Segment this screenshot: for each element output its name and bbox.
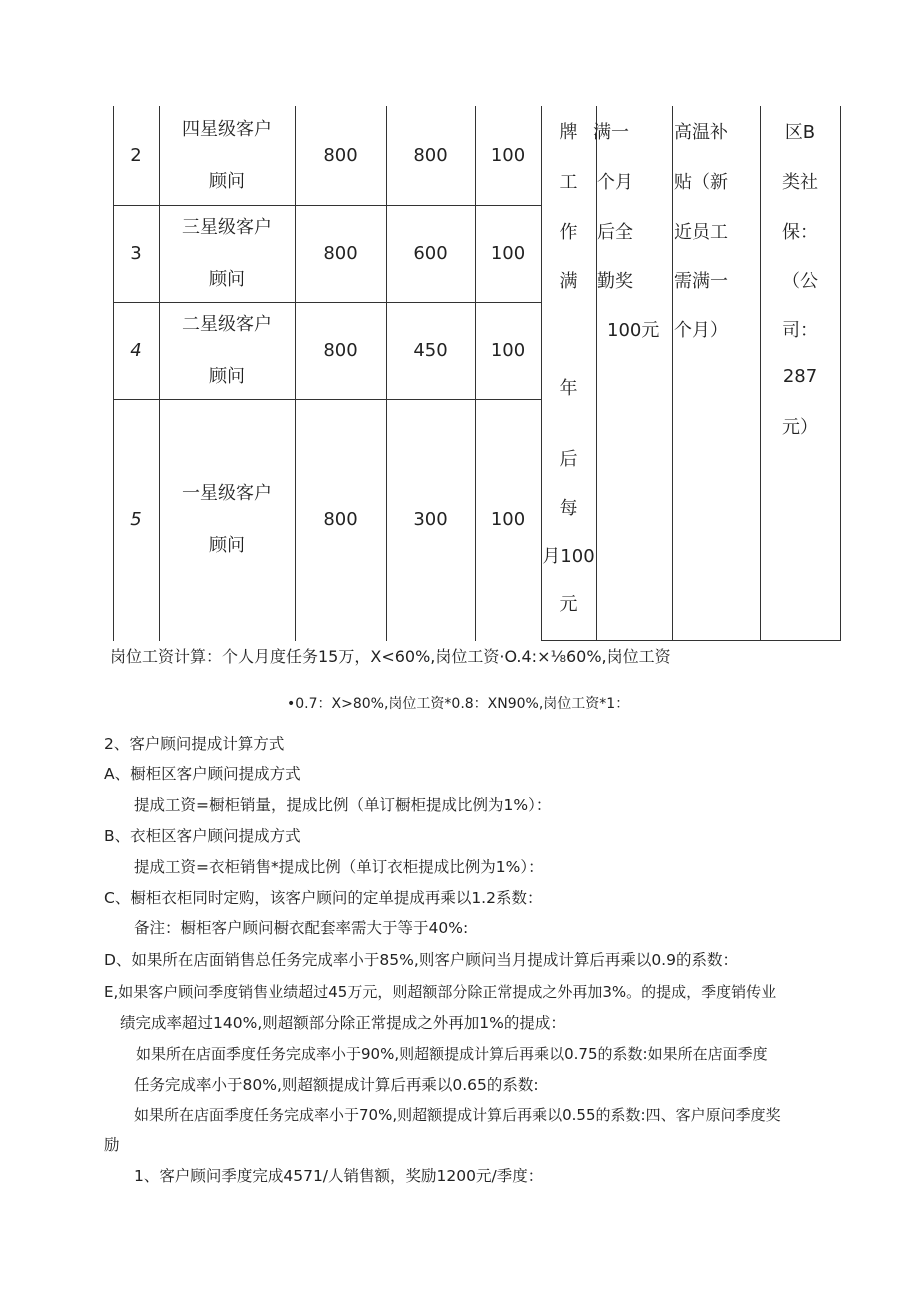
- social-line: 元）: [782, 417, 818, 438]
- item-a-body: 提成工资=橱柜销量，提成比例（单订橱柜提成比例为1%）：: [134, 796, 552, 814]
- heat-line: 近员工: [674, 222, 728, 243]
- item-h: 1、客户顾问季度完成4571/人销售额，奖励1200元/季度：: [134, 1167, 544, 1185]
- attendance-line: 满一: [593, 122, 629, 143]
- item-e-line1: E,如果客户顾问季度销售业绩超过45万元，则超额部分除正常提成之外再加3%。的提成，季度销传业: [104, 983, 777, 1001]
- row-number: 3: [130, 242, 142, 264]
- position-salary: 600: [413, 242, 448, 264]
- row-title-line2: 顾问: [209, 535, 245, 556]
- row-title-line1: 三星级客户: [182, 216, 272, 238]
- item-e-line2: 绩完成率超过140%,则超额部分除正常提成之外再加1%的提成：: [120, 1014, 566, 1032]
- heat-line: 贴（新: [674, 172, 728, 193]
- attendance-line: 后全: [597, 222, 633, 243]
- base-salary: 800: [323, 144, 358, 166]
- row-title-line1: 四星级客户: [182, 118, 272, 140]
- row-number: 2: [130, 144, 142, 166]
- seniority-char: 满: [559, 271, 578, 292]
- social-line: 类社: [782, 172, 818, 193]
- row-title: [159, 399, 295, 641]
- row-title-line2: 顾问: [209, 268, 245, 290]
- social-line: 287: [782, 366, 818, 387]
- salary-calc-line2: •0.7：X>80%,岗位工资*0.8：XN90%,岗位工资*1：: [287, 696, 630, 712]
- row-title-line2: 顾问: [209, 170, 245, 192]
- seniority-char: 后: [559, 449, 578, 470]
- allowance: 100: [490, 242, 526, 264]
- heat-line: 需满一: [674, 271, 728, 292]
- row-title: [159, 205, 295, 302]
- row-number: 5: [130, 509, 142, 530]
- social-line: 保：: [782, 222, 818, 243]
- row-title-line1: 二星级客户: [182, 313, 272, 335]
- heat-line: 个月）: [674, 320, 728, 341]
- seniority-char: 元: [559, 594, 578, 615]
- allowance: 100: [490, 509, 526, 530]
- salary-table: [113, 106, 840, 641]
- heat-line: 高温补: [674, 122, 728, 143]
- seniority-char: 作: [559, 222, 578, 243]
- row-number: 4: [130, 339, 142, 361]
- position-salary: 300: [413, 509, 448, 530]
- section-2-heading: 2、客户顾问提成计算方式: [104, 735, 285, 753]
- attendance-line: 100元: [607, 320, 660, 341]
- item-f-line1: 如果所在店面季度任务完成率小于90%,则超额提成计算后再乘以0.75的系数:如果所在店面季度: [136, 1045, 768, 1063]
- item-a-title: A、橱柜区客户顾问提成方式: [104, 765, 301, 783]
- seniority-char: 每: [559, 498, 578, 519]
- item-c-note: 备注：橱柜客户顾问橱衣配套率需大于等于40%:: [134, 919, 469, 937]
- salary-calc-line1: 岗位工资计算：个人月度任务15万，X<60%,岗位工资·O.4:×⅛60%,岗位工资: [110, 647, 671, 666]
- allowance: 100: [490, 144, 526, 166]
- allowance: 100: [490, 339, 526, 361]
- attendance-line: 勤奖: [597, 271, 633, 292]
- item-g-line2: 励: [104, 1136, 120, 1154]
- item-c-title: C、橱柜衣柜同时定购，该客户顾问的定单提成再乘以1.2系数：: [104, 889, 543, 907]
- item-f-line2: 任务完成率小于80%,则超额提成计算后再乘以0.65的系数:: [134, 1076, 539, 1094]
- seniority-char: 年: [559, 378, 578, 399]
- item-b-body: 提成工资=衣柜销售*提成比例（单订衣柜提成比例为1%）：: [134, 858, 544, 876]
- attendance-line: 个月: [597, 172, 633, 193]
- item-b-title: B、衣柜区客户顾问提成方式: [104, 827, 301, 845]
- seniority-char: 牌: [559, 122, 578, 143]
- row-title: [159, 302, 295, 399]
- social-line: 司：: [782, 320, 818, 341]
- base-salary: 800: [323, 242, 358, 264]
- row-title-line1: 一星级客户: [182, 483, 272, 504]
- social-line: （公: [782, 271, 818, 292]
- row-title-line2: 顾问: [209, 365, 245, 387]
- item-g-line1: 如果所在店面季度任务完成率小于70%,则超额提成计算后再乘以0.55的系数:四、客户原问季度奖: [134, 1106, 781, 1124]
- seniority-char: 工: [559, 172, 578, 193]
- seniority-char: 月100: [542, 546, 595, 567]
- base-salary: 800: [323, 339, 358, 361]
- base-salary: 800: [323, 509, 358, 530]
- position-salary: 800: [413, 144, 448, 166]
- position-salary: 450: [413, 339, 448, 361]
- row-title: [159, 106, 295, 205]
- social-line: 区B: [784, 122, 816, 143]
- item-d: D、如果所在店面销售总任务完成率小于85%,则客户顾问当月提成计算后再乘以0.9的系数：: [104, 951, 738, 969]
